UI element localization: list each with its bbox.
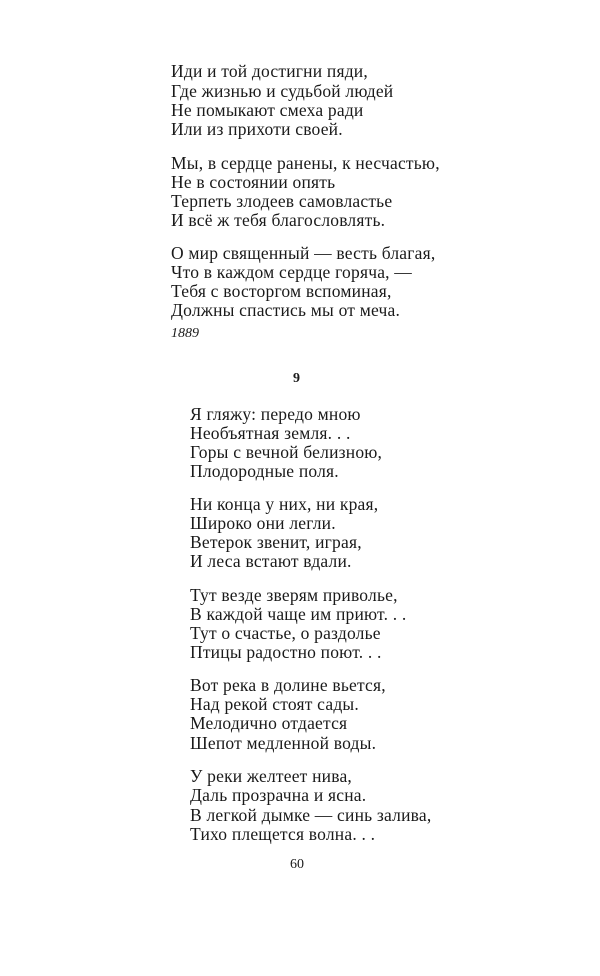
poem1-line: Не в состоянии опять [171,172,336,192]
poem2-line: Птицы радостно поют. . . [190,642,382,662]
poem2-line: Я гляжу: передо мною [190,404,361,424]
poem2-number: 9 [293,371,300,386]
poem2-line: В легкой дымке — синь залива, [190,805,432,825]
page-number: 60 [290,857,304,872]
poem2-line: Даль прозрачна и ясна. [190,785,367,805]
poem2-line: И леса встают вдали. [190,551,352,571]
poem1-line: Не помыкают смеха ради [171,100,364,120]
poem2-line: Ни конца у них, ни края, [190,494,379,514]
poem2-line: Над рекой стоят сады. [190,694,359,714]
poem2-line: Необъятная земля. . . [190,423,351,443]
poem2-line: Тут о счастье, о раздолье [190,623,381,643]
poem1-line: О мир священный — весть благая, [171,243,436,263]
poem1-line: Или из прихоти своей. [171,119,343,139]
poem1-line: Тебя с восторгом вспоминая, [171,281,392,301]
poem2-line: Ветерок звенит, играя, [190,532,362,552]
poem2-line: У реки желтеет нива, [190,766,352,786]
poem2-line: Шепот медленной воды. [190,733,377,753]
poem1-line: Иди и той достигни пяди, [171,61,368,81]
poem2-line: В каждой чаще им приют. . . [190,604,407,624]
poem1-line: Терпеть злодеев самовластье [171,191,393,211]
poem2-line: Мелодично отдается [190,713,348,733]
poem1-line: Мы, в сердце ранены, к несчастью, [171,153,440,173]
poem2-line: Плодородные поля. [190,461,339,481]
poem2-line: Тихо плещется волна. . . [190,824,376,844]
poem1-line: Должны спастись мы от меча. [171,300,401,320]
poem1-line: Что в каждом сердце горяча, — [171,262,413,282]
poem2-line: Тут везде зверям приволье, [190,585,398,605]
poem2-line: Широко они легли. [190,513,336,533]
poem1-year: 1889 [171,326,199,341]
poem1-line: Где жизнью и судьбой людей [171,81,394,101]
poem1-line: И всё ж тебя благословлять. [171,210,386,230]
poem2-line: Горы с вечной белизною, [190,442,383,462]
poem2-line: Вот река в долине вьется, [190,675,386,695]
